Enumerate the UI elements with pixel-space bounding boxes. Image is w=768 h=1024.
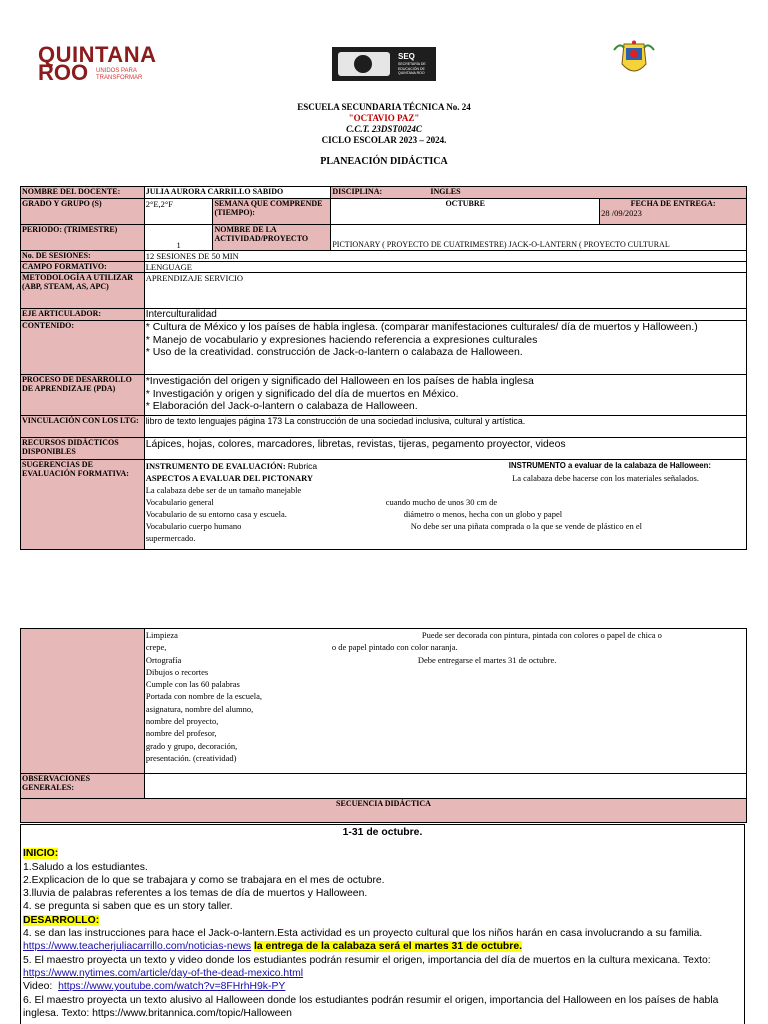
logo-tagline: UNIDOS PARA TRANSFORMAR [96, 68, 143, 81]
secuencia-title: SECUENCIA DIDÁCTICA [21, 799, 747, 823]
evaluation-left-text: supermercado. [145, 533, 196, 543]
criteria-right: Puede ser decorada con pintura, pintada con colores o papel de chica o [421, 630, 662, 640]
label-pda: PROCESO DE DESARROLLO DE APRENDIZAJE (PDA) [21, 375, 145, 416]
sequence-step: 1.Saludo a los estudiantes. [23, 861, 148, 873]
label-recursos: RECURSOS DIDÁCTICOS DISPONIBLES [21, 438, 145, 460]
school-nickname: "OCTAVIO PAZ" [348, 113, 420, 123]
pda-item: * Elaboración del Jack-o-lantern o calabaza de Halloween. [145, 400, 418, 412]
school-cycle: CICLO ESCOLAR 2023 – 2024. [321, 135, 447, 145]
criteria-item: asignatura, nombre del alumno, [145, 703, 254, 714]
value-periodo: 1 [144, 225, 213, 251]
evaluation-left-text: Vocabulario cuerpo humano [145, 521, 242, 531]
evaluation-row [146, 460, 745, 472]
value-contenido [144, 321, 746, 375]
sequence-step: 6. El maestro proyecta un texto alusivo al Halloween donde los estudiantes podrán resumir el origen, importancia del Halloween en los países de habla inglesa. Texto: https://www.britannica.com/topic/Halloween [23, 994, 719, 1019]
label-sugerencias: SUGERENCIAS DE EVALUACIÓN FORMATIVA: [21, 460, 145, 550]
page-title: PLANEACIÓN DIDÁCTICA [320, 156, 448, 167]
sequence-step: 4. se pregunta si saben que es un story taller. [23, 901, 233, 913]
label-ltg: VINCULACIÓN CON LOS LTG: [21, 416, 145, 438]
value-metodologia: APRENDIZAJE SERVICIO [144, 273, 746, 309]
value-sugerencias [144, 460, 746, 550]
value-eje: Interculturalidad [144, 309, 746, 321]
inicio-label: INICIO: [23, 848, 59, 860]
sequence-step [23, 927, 742, 954]
youtube-link[interactable]: https://www.youtube.com/watch?v=8FHrhH9k-PY [58, 981, 286, 993]
continuation-label-cell [21, 629, 145, 774]
continuation-criteria [144, 629, 746, 774]
value-disciplina: INGLES [430, 187, 461, 196]
sequence-step [23, 954, 742, 981]
instrument-label: INSTRUMENTO DE EVALUACIÓN: [145, 461, 286, 471]
instrument-value: Rubrica [287, 461, 318, 471]
step-text: 5. El maestro proyecta un texto y video donde los estudiantes podrán resumir el origen, importancia del día de muertos en la cultura mexicana. Texto: [23, 954, 711, 966]
evaluation-row [146, 520, 745, 532]
value-pda [144, 375, 746, 416]
quintana-roo-logo [38, 44, 178, 84]
label-grado: GRADO Y GRUPO (S) [21, 199, 145, 225]
label-metodologia: METODOLOGÍA A UTILIZAR (ABP, STEAM, AS, APC) [21, 273, 145, 309]
criteria-item: Dibujos o recortes [145, 666, 209, 677]
seq-logo [332, 47, 436, 81]
evaluation-row [146, 472, 745, 484]
value-observaciones [144, 774, 746, 799]
value-ltg: libro de texto lenguajes página 173 La construcción de una sociedad inclusiva, cultural y artística. [144, 416, 746, 438]
criteria-item: presentación. (creatividad) [145, 752, 237, 763]
value-campo: LENGUAGE [144, 262, 746, 273]
value-sesiones: 12 SESIONES DE 50 MIN [144, 251, 746, 262]
video-label: Video: [23, 981, 53, 993]
value-docente: JULIA AURORA CARRILLO SABIDO [144, 187, 331, 199]
label-eje: EJE ARTICULADOR: [21, 309, 145, 321]
evaluation-left-text: Vocabulario de su entorno casa y escuela. [145, 509, 287, 519]
label-fecha: FECHA DE ENTREGA: [630, 199, 716, 208]
evaluation-right-text: cuando mucho de unos 30 cm de [385, 497, 498, 507]
evaluation-right-text: diámetro o menos, hecha con un globo y papel [403, 509, 563, 519]
value-fecha: 28 /09/2023 [601, 208, 642, 218]
criteria-item: Portada con nombre de la escuela, [145, 691, 262, 702]
desarrollo-heading [23, 914, 742, 927]
value-actividad: PICTIONARY ( PROYECTO DE CUATRIMESTRE) JACK-O-LANTERN ( PROYECTO CULTURAL [331, 225, 747, 251]
evaluation-left-text: Vocabulario general [145, 497, 214, 507]
criteria-row [146, 654, 745, 666]
inicio-heading [23, 847, 742, 860]
label-disciplina: DISCIPLINA: [332, 187, 383, 196]
evaluation-right-text: No debe ser una piñata comprada o la que se vende de plástico en el [410, 521, 642, 531]
value-recursos: Lápices, hojas, colores, marcadores, libretas, revistas, tijeras, pegamento proyector, videos [144, 438, 746, 460]
logo-text: QUINTANA [38, 42, 157, 67]
disciplina-cell [331, 187, 747, 199]
continuation-table [20, 628, 747, 823]
logo-text: ROO [38, 60, 89, 85]
fecha-cell [600, 199, 747, 225]
label-semana: SEMANA QUE COMPRENDE (TIEMPO): [213, 199, 331, 225]
pda-item: * Investigación y origen y significado del día de muertos en México. [145, 387, 459, 400]
criteria-row [146, 629, 745, 641]
evaluation-right-text: La calabaza debe hacerse con los materiales señalados. [512, 473, 699, 483]
label-observaciones: OBSERVACIONES GENERALES: [21, 774, 145, 799]
desarrollo-label: DESARROLLO: [23, 914, 100, 926]
instrument-line [146, 460, 317, 472]
criteria-row [146, 641, 745, 653]
criteria-left: Limpieza [145, 630, 178, 640]
nytimes-link[interactable]: https://www.nytimes.com/article/day-of-the-dead-mexico.html [23, 967, 304, 979]
aspects-title: ASPECTOS A EVALUAR DEL PICTONARY [145, 473, 314, 483]
label-sesiones: No. DE SESIONES: [21, 251, 145, 262]
label-docente: NOMBRE DEL DOCENTE: [21, 187, 145, 199]
contenido-item: * Uso de la creatividad. construcción de Jack-o-lantern o calabaza de Halloween. [145, 346, 523, 358]
seq-logo-title: SEQ [398, 52, 415, 61]
value-grado: 2°E,2°F [144, 199, 213, 225]
contenido-item: * Cultura de México y los países de habla inglesa. (comparar manifestaciones culturales/ día de muertos y Halloween.) [145, 321, 698, 333]
sequence-dates: 1-31 de octubre. [342, 827, 423, 838]
evaluation-row [146, 508, 745, 520]
label-campo: CAMPO FORMATIVO: [21, 262, 145, 273]
criteria-item: grado y grupo, decoración, [145, 740, 238, 751]
seq-logo-subtitle: SECRETARÍA DE EDUCACIÓN DE QUINTANA ROO [398, 62, 426, 75]
coat-of-arms-icon [610, 40, 658, 80]
criteria-right: o de papel pintado con color naranja. [331, 642, 458, 653]
sequence-step [23, 980, 742, 993]
criteria-item: Cumple con las 60 palabras [145, 679, 240, 690]
school-name: ESCUELA SECUNDARIA TÉCNICA No. 24 [297, 102, 471, 112]
value-semana: OCTUBRE [331, 199, 600, 225]
seq-emblem-icon [338, 52, 390, 76]
label-actividad: NOMBRE DE LA ACTIVIDAD/PROYECTO [213, 225, 331, 251]
evaluation-left-text: La calabaza debe ser de un tamaño manejable [145, 485, 302, 495]
secuencia-didactica [20, 824, 745, 1024]
criteria-left: crepe, [145, 642, 167, 653]
sequence-step: 3.lluvia de palabras referentes a los temas de día de muertos y Halloween. [23, 888, 368, 900]
label-contenido: CONTENIDO: [21, 321, 145, 375]
step-text: 4. se dan las instrucciones para hace el Jack-o-lantern.Esta actividad es un proyecto cultural que los niños harán en casa involucrando a su familia. [23, 928, 703, 940]
teacher-news-link[interactable]: https://www.teacherjuliacarrillo.com/noticias-news [23, 941, 252, 953]
pda-item: *Investigación del origen y significado del Halloween en los países de habla inglesa [145, 375, 534, 387]
criteria-left: Ortografía [145, 654, 182, 665]
criteria-item: nombre del proyecto, [145, 716, 219, 727]
sequence-step: 2.Explicacion de lo que se trabajara y como se trabajara en el mes de octubre. [23, 874, 385, 886]
criteria-right: Debe entregarse el martes 31 de octubre. [417, 654, 557, 665]
instrument-calabaza-title: INSTRUMENTO a evaluar de la calabaza de Halloween: [508, 461, 711, 470]
criteria-item: nombre del profesor, [145, 728, 217, 739]
delivery-highlight: la entrega de la calabaza será el martes 31 de octubre. [254, 941, 522, 953]
planning-table [20, 186, 747, 550]
evaluation-row [146, 496, 745, 508]
school-cct: C.C.T. 23DST0024C [346, 124, 422, 134]
label-periodo: PERIODO: (TRIMESTRE) [21, 225, 145, 251]
contenido-item: * Manejo de vocabulario y expresiones haciendo referencia a expresiones culturales [145, 333, 538, 346]
